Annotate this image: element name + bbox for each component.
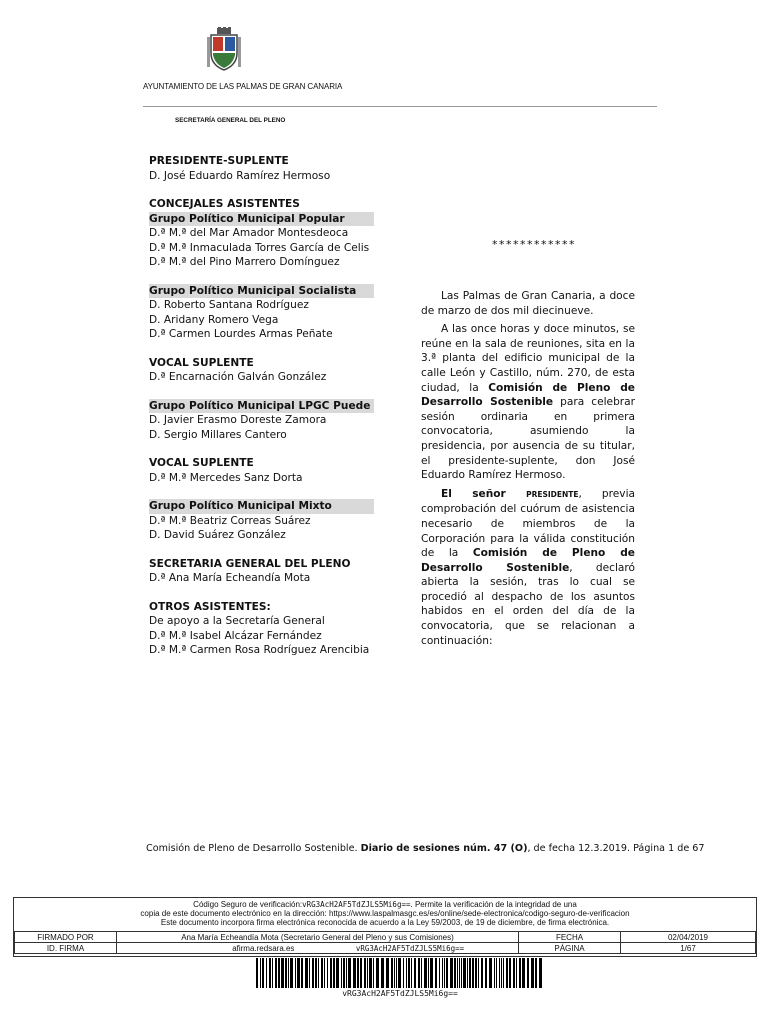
attendee-name: D. Aridany Romero Vega [149,313,279,326]
department-name: SECRETARÍA GENERAL DEL PLENO [175,117,286,124]
presidente-heading: PRESIDENTE-SUPLENTE [149,155,289,167]
signer-name: Ana María Echeandía Mota (Secretario General del Pleno y sus Comisiones) [117,932,519,943]
attendee-name: D. Sergio Millares Cantero [149,428,287,441]
attendee-name: D.ª M.ª Isabel Alcázar Fernández [149,629,322,642]
attendee-name: D.ª M.ª Mercedes Sanz Dorta [149,471,303,484]
attendee-name: D.ª Encarnación Galván González [149,371,327,383]
signature-table [14,931,756,954]
verification-text: Código Seguro de verificación:vRG3AcH2AF5TdZJLS5Mi6g==. Permite la verificación de la integridad de una copia de este documento electrónico en la dirección: https://www.laspalmasgc.es/es/online/sede-electronica/codigo-seguro-de-verificacion Este documento incorpora firma electrónica reconocida de acuerdo a la Ley 59/2003, de 19 de diciembre, de firma electrónica. [140,900,630,927]
group-mixto-heading: Grupo Político Municipal Mixto [149,499,374,514]
pagina-value: 1/67 [621,943,756,954]
firmado-por-label: FIRMADO POR [15,932,117,943]
fecha-label: FECHA [519,932,621,943]
group-socialista-heading: Grupo Político Municipal Socialista [149,284,374,299]
attendees-list [149,154,374,658]
attendee-name: D. Roberto Santana Rodríguez [149,299,309,311]
fecha-value: 02/04/2019 [621,932,756,943]
attendee-name: D.ª M.ª del Pino Marrero Domínguez [149,256,340,268]
barcode-text: vRG3AcH2AF5TdZJLS5Mi6g== [342,989,458,998]
paragraph-opening: A las once horas y doce minutos, se reúne en la sala de reuniones, sita en la 3.ª planta del edificio municipal de la calle León y Castillo, núm. 270, de esta ciudad, la Comisión de Pleno de Desarrollo Sostenible para celebrar sesión ordinaria en primera convocatoria, asumiendo la presidencia, por ausencia de su titular, el presidente-suplente, don José Eduardo Ramírez Hermoso. [421,323,635,482]
vocal-suplente-heading: VOCAL SUPLENTE [149,356,254,369]
attendee-name: D.ª M.ª Carmen Rosa Rodríguez Arencibia [149,644,370,656]
attendee-name: D. Javier Erasmo Doreste Zamora [149,414,327,426]
attendee-name: D.ª M.ª del Mar Amador Montesdeoca [149,227,349,239]
attendee-name: D. David Suárez González [149,529,286,541]
attendee-name: De apoyo a la Secretaría General [149,615,325,627]
id-firma-label: ID. FIRMA [15,943,117,954]
group-popular-heading: Grupo Político Municipal Popular [149,212,374,227]
vocal-suplente-heading: VOCAL SUPLENTE [149,457,254,469]
barcode-icon [256,958,546,988]
id-firma-value: afirma.redsara.es vRG3AcH2AF5TdZJLS5Mi6g== [117,943,519,954]
page-footer: Comisión de Pleno de Desarrollo Sostenible. Diario de sesiones núm. 47 (O), de fecha 12.3.2019. Página 1 de 67 [146,843,705,854]
presidente-name: D. José Eduardo Ramírez Hermoso [149,169,331,182]
org-name: AYUNTAMIENTO DE LAS PALMAS DE GRAN CANARIA [143,82,343,91]
pagina-label: PÁGINA [519,943,621,954]
attendee-name: D.ª Carmen Lourdes Armas Peñate [149,328,333,340]
paragraph-date: Las Palmas de Gran Canaria, a doce de marzo de dos mil diecinueve. [421,290,635,317]
minutes-body [421,289,635,652]
attendee-name: D.ª Ana María Echeandía Mota [149,572,311,584]
paragraph-president: El señor PRESIDENTE, previa comprobación del cuórum de asistencia necesario de miembros de la Corporación para la válida constitución de la Comisión de Pleno de Desarrollo Sostenible, declaró abierta la sesión, tras lo cual se procedió al despacho de los asuntos habidos en el orden del día de la convocatoria, que se relacionan a continuación: [421,487,636,647]
header-divider [143,106,657,107]
attendee-name: D.ª M.ª Beatriz Correas Suárez [149,514,311,527]
coat-of-arms-icon [205,27,243,71]
secretaria-heading: SECRETARIA GENERAL DEL PLENO [149,557,351,570]
separator-stars: ************ [492,238,576,251]
otros-heading: OTROS ASISTENTES: [149,600,271,613]
signature-box [13,897,757,957]
concejales-heading: CONCEJALES ASISTENTES [149,198,300,210]
attendee-name: D.ª M.ª Inmaculada Torres García de Celis [149,241,370,254]
group-lpgc-puede-heading: Grupo Político Municipal LPGC Puede [149,399,374,414]
